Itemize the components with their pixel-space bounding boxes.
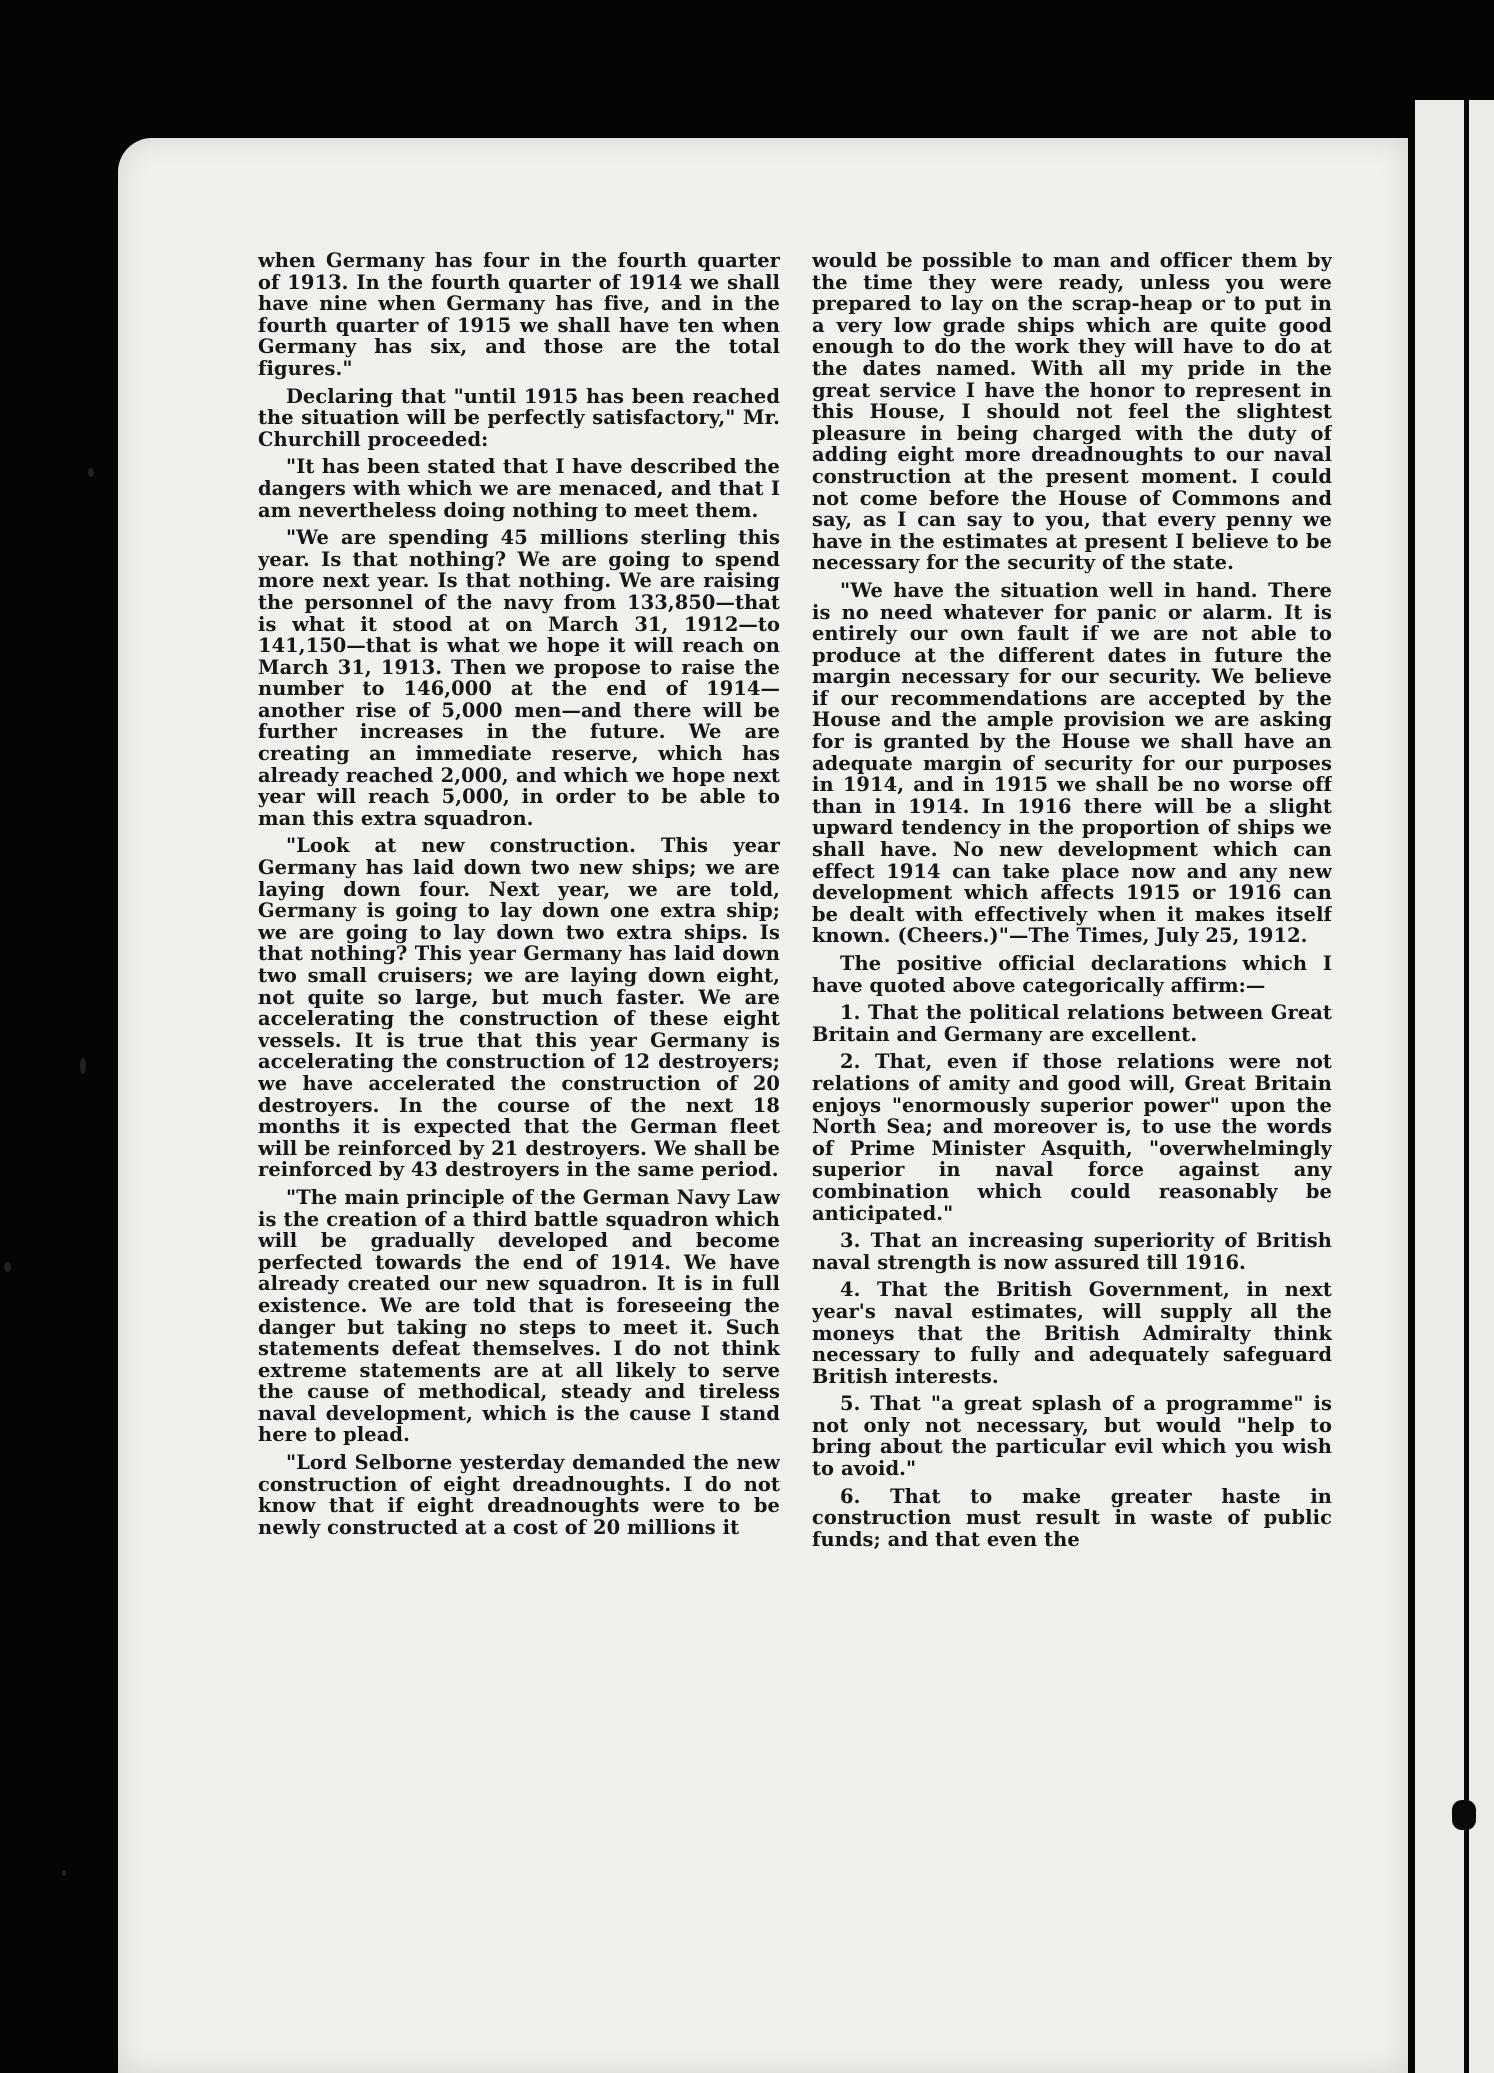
paragraph: "It has been stated that I have described the dangers with which we are menaced, and that I am nevertheless doing nothing to meet them. <box>258 455 780 522</box>
paragraph: "Look at new construction. This year Germany has laid down two new ships; we are laying down four. Next year, we are told, Germany is going to lay down one extra ship; we are going to lay down two extra ships. Is that nothing? This year Germany has laid down two small cruisers; we are laying down eight, not quite so large, but much faster. We are accelerating the construction of these eight vessels. It is true that this year Germany is accelerating the construction of 12 destroyers; we have accelerated the construction of 20 destroyers. In the course of the next 18 months it is expected that the German fleet will be reinforced by 21 destroyers. We shall be reinforced by 43 destroyers in the same period. <box>258 834 780 1182</box>
scan-speck <box>4 1262 11 1272</box>
right-text-column <box>812 250 1332 1880</box>
paragraph: "Lord Selborne yesterday demanded the new construction of eight dreadnoughts. I do not know that if eight dreadnoughts were to be newly constructed at a cost of 20 millions it <box>258 1451 780 1539</box>
list-item: 2. That, even if those relations were not relations of amity and good will, Great Britain enjoys "enormously superior power" upon the North Sea; and moreover is, to use the words of Prime Minister Asquith, "overwhelmingly superior in naval force against any combination which could reasonably be anticipated." <box>812 1050 1332 1225</box>
list-item: 4. That the British Government, in next year's naval estimates, will supply all the moneys that the British Admiralty think necessary to fully and adequately safeguard British interests. <box>812 1278 1332 1388</box>
page-fold-shadow <box>1464 100 1469 2073</box>
paragraph: "We are spending 45 millions sterling this year. Is that nothing? We are going to spend more next year. Is that nothing. We are raising the personnel of the navy from 133,850—that is what it stood at on March 31, 1912—to 141,150—that is what we hope it will reach on March 31, 1913. Then we propose to raise the number to 146,000 at the end of 1914—another rise of 5,000 men—and there will be further increases in the future. We are creating an immediate reserve, which has already reached 2,000, and which we hope next year will reach 5,000, in order to be able to man this extra squadron. <box>258 526 780 830</box>
scan-speck <box>62 1870 66 1876</box>
list-item: 3. That an increasing superiority of British naval strength is now assured till 1916. <box>812 1229 1332 1274</box>
scan-speck <box>88 468 94 477</box>
paragraph: "The main principle of the German Navy Law is the creation of a third battle squadron which will be gradually developed and become perfected towards the end of 1914. We have already created our new squadron. It is in full existence. We are told that is foreseeing the danger but taking no steps to meet it. Such statements defeat themselves. I do not think extreme statements are at all likely to serve the cause of methodical, steady and tireless naval development, which is the cause I stand here to plead. <box>258 1185 780 1447</box>
paragraph: when Germany has four in the fourth quarter of 1913. In the fourth quarter of 1914 we shall have nine when Germany has five, and in the fourth quarter of 1915 we shall have ten when Germany has six, and those are the total figures." <box>258 250 780 380</box>
list-item: 1. That the political relations between Great Britain and Germany are excellent. <box>812 1001 1332 1046</box>
paragraph: would be possible to man and officer them by the time they were ready, unless you were prepared to lay on the scrap-heap or to put in a very low grade ships which are quite good enough to do the work they will have to do at the dates named. With all my pride in the great service I have the honor to represent in this House, I should not feel the slightest pleasure in being charged with the duty of adding eight more dreadnoughts to our naval construction at the present moment. I could not come before the House of Commons and say, as I can say to you, that every penny we have in the estimates at present I believe to be necessary for the security of the state. <box>812 250 1332 575</box>
paragraph: "We have the situation well in hand. There is no need whatever for panic or alarm. It is entirely our own fault if we are not able to produce at the different dates in future the margin necessary for our security. We believe if our recommendations are accepted by the House and the ample provision we are asking for is granted by the House we shall have an adequate margin of security for our purposes in 1914, and in 1915 we shall be no worse off than in 1914. In 1916 there will be a slight upward tendency in the proportion of ships we shall have. No new development which can effect 1914 can take place now and any new development which affects 1915 or 1916 can be dealt with effectively when it makes itself known. (Cheers.)"—The Times, July 25, 1912. <box>812 578 1332 948</box>
left-text-column <box>258 250 780 1880</box>
binding-mark <box>1452 1800 1476 1830</box>
paragraph: The positive official declarations which I have quoted above categorically affirm:— <box>812 952 1332 997</box>
facing-page-edge <box>1415 100 1494 2073</box>
list-item: 6. That to make greater haste in construction must result in waste of public funds; and that even the <box>812 1484 1332 1551</box>
list-item: 5. That "a great splash of a programme" is not only not necessary, but would "help to bring about the particular evil which you wish to avoid." <box>812 1392 1332 1481</box>
paragraph: Declaring that "until 1915 has been reached the situation will be perfectly satisfactory," Mr. Churchill proceeded: <box>258 384 780 451</box>
scan-speck <box>80 1058 86 1074</box>
